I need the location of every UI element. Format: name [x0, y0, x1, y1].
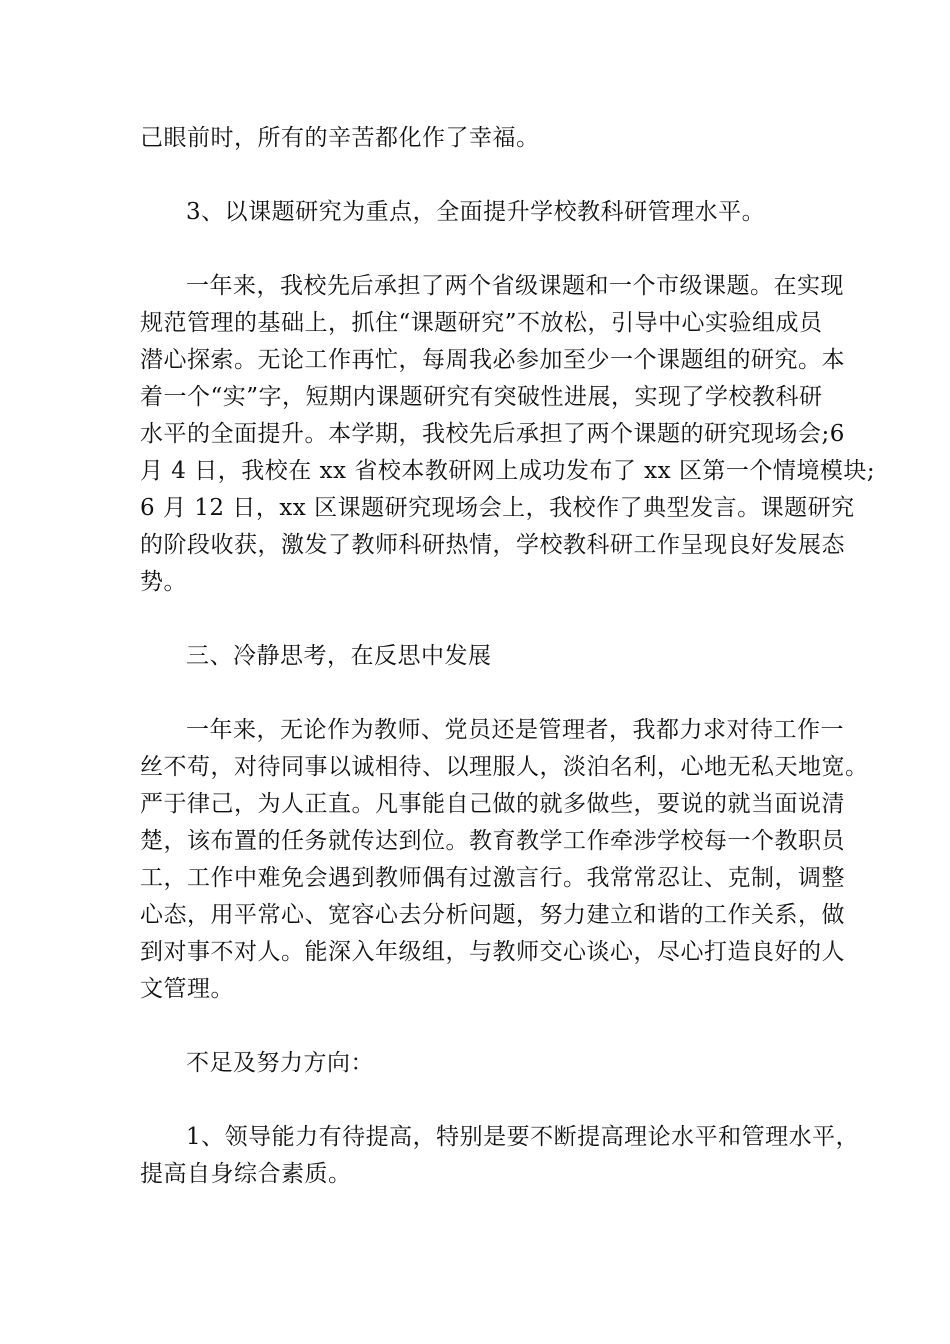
paragraph-line: 到对事不对人。能深入年级组，与教师交心谈心，尽心打造良好的人: [140, 939, 845, 965]
section-heading: 不足及努力方向：: [186, 1050, 374, 1076]
paragraph-line: 着一个“实”字，短期内课题研究有突破性进展，实现了学校教科研: [140, 384, 823, 410]
paragraph-line: 水平的全面提升。本学期，我校先后承担了两个课题的研究现场会;6: [140, 421, 845, 447]
paragraph-line: 丝不苟，对待同事以诚相待、以理服人，淡泊名利，心地无私天地宽。: [140, 754, 869, 780]
paragraph-line: 提高自身综合素质。: [140, 1161, 352, 1187]
paragraph-line: 月 4 日，我校在 xx 省校本教研网上成功发布了 xx 区第一个情境模块;: [140, 458, 876, 484]
paragraph-line: 势。: [140, 569, 187, 595]
paragraph-line: 严于律己，为人正直。凡事能自己做的就多做些，要说的就当面说清: [140, 791, 845, 817]
paragraph-line: 一年来，我校先后承担了两个省级课题和一个市级课题。在实现: [186, 273, 844, 299]
paragraph-line: 6 月 12 日，xx 区课题研究现场会上，我校作了典型发言。课题研究: [140, 495, 855, 521]
paragraph-line: 心态，用平常心、宽容心去分析问题，努力建立和谐的工作关系，做: [140, 902, 845, 928]
section-heading: 三、冷静思考，在反思中发展: [186, 643, 492, 669]
paragraph-line: 的阶段收获，激发了教师科研热情，学校教科研工作呈现良好发展态: [140, 532, 845, 558]
paragraph-line: 文管理。: [140, 976, 234, 1002]
paragraph-line: 己眼前时，所有的辛苦都化作了幸福。: [140, 125, 540, 151]
paragraph-line: 工，工作中难免会遇到教师偶有过激言行。我常常忍让、克制，调整: [140, 865, 845, 891]
section-heading: 3、以课题研究为重点，全面提升学校教科研管理水平。: [186, 199, 766, 225]
paragraph-line: 规范管理的基础上，抓住“课题研究”不放松，引导中心实验组成员: [140, 310, 823, 336]
paragraph-line: 楚，该布置的任务就传达到位。教育教学工作牵涉学校每一个教职员: [140, 828, 845, 854]
paragraph-line: 一年来，无论作为教师、党员还是管理者，我都力求对待工作一: [186, 717, 844, 743]
paragraph-line: 潜心探索。无论工作再忙，每周我必参加至少一个课题组的研究。本: [140, 347, 845, 373]
paragraph-line: 1、领导能力有待提高，特别是要不断提高理论水平和管理水平，: [186, 1124, 860, 1150]
